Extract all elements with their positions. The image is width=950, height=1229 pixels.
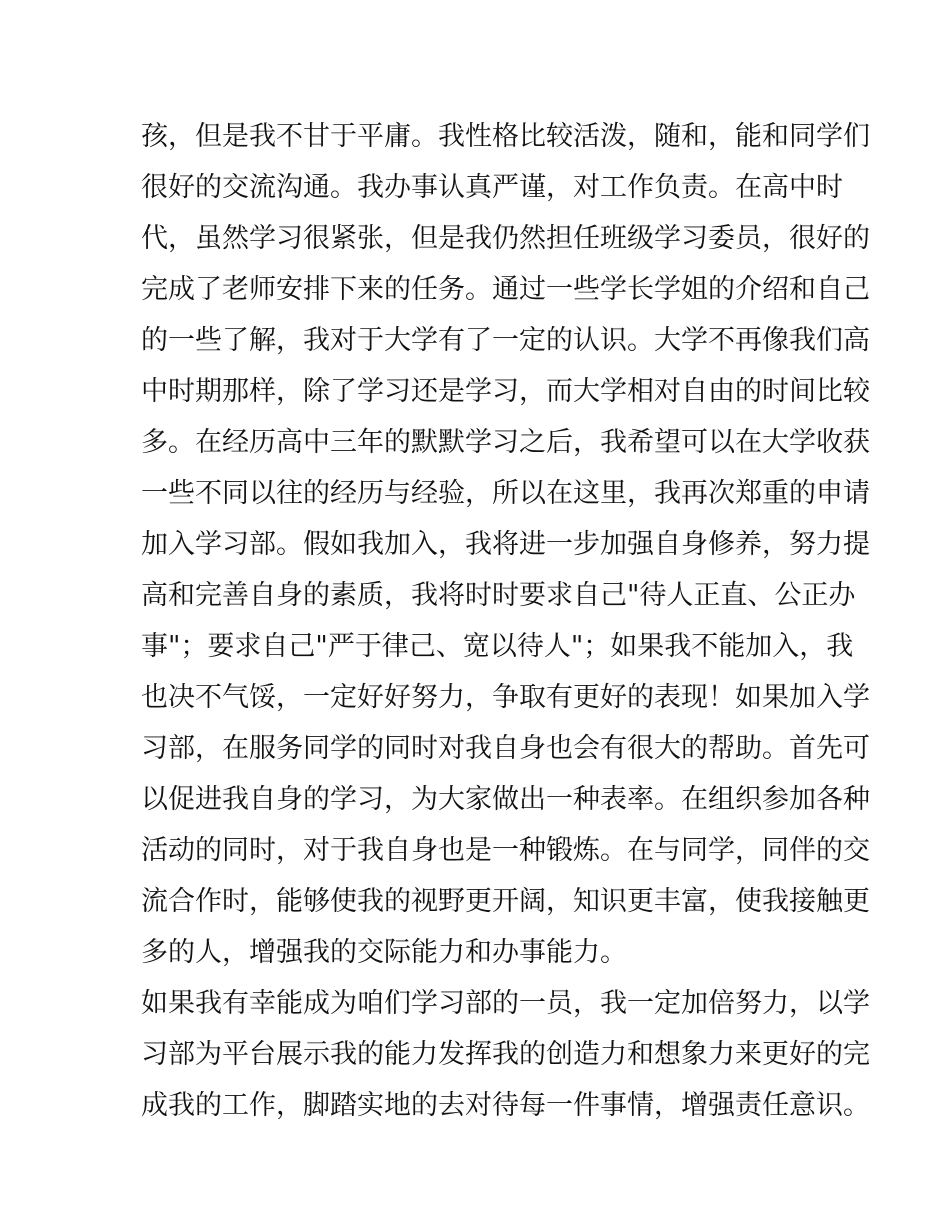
text-line: 高和完善自身的素质，我将时时要求自己"待人正直、公正办 [141, 580, 856, 611]
text-line: 很好的交流沟通。我办事认真严谨，对工作负责。在高中时 [141, 172, 843, 203]
text-line: 孩，但是我不甘于平庸。我性格比较活泼，随和，能和同学们 [141, 121, 870, 152]
text-line: 习部为平台展示我的能力发挥我的创造力和想象力来更好的完 [141, 1039, 870, 1070]
text-line: 也决不气馁，一定好好努力，争取有更好的表现！如果加入学 [141, 682, 870, 713]
text-line: 代，虽然学习很紧张，但是我仍然担任班级学习委员，很好的 [141, 223, 870, 254]
text-line: 成我的工作，脚踏实地的去对待每一件事情，增强责任意识。 [141, 1090, 870, 1121]
text-line: 一些不同以往的经历与经验，所以在这里，我再次郑重的申请 [141, 478, 870, 509]
text-line: 多。在经历高中三年的默默学习之后，我希望可以在大学收获 [141, 427, 870, 458]
document-body [141, 111, 870, 1131]
text-line: 多的人，增强我的交际能力和办事能力。 [141, 937, 627, 968]
text-line: 如果我有幸能成为咱们学习部的一员，我一定加倍努力，以学 [141, 988, 870, 1019]
text-line: 中时期那样，除了学习还是学习，而大学相对自由的时间比较 [141, 376, 870, 407]
text-line: 习部，在服务同学的同时对我自身也会有很大的帮助。首先可 [141, 733, 870, 764]
text-line: 完成了老师安排下来的任务。通过一些学长学姐的介绍和自己 [141, 274, 870, 305]
paragraph-1 [141, 111, 870, 978]
text-line: 流合作时，能够使我的视野更开阔，知识更丰富，使我接触更 [141, 886, 870, 917]
text-line: 加入学习部。假如我加入，我将进一步加强自身修养，努力提 [141, 529, 870, 560]
text-line: 的一些了解，我对于大学有了一定的认识。大学不再像我们高 [141, 325, 870, 356]
paragraph-2 [141, 978, 870, 1131]
text-line: 事"；要求自己"严于律己、宽以待人"；如果我不能加入，我 [141, 631, 854, 662]
text-line: 以促进我自身的学习，为大家做出一种表率。在组织参加各种 [141, 784, 870, 815]
text-line: 活动的同时，对于我自身也是一种锻炼。在与同学，同伴的交 [141, 835, 870, 866]
